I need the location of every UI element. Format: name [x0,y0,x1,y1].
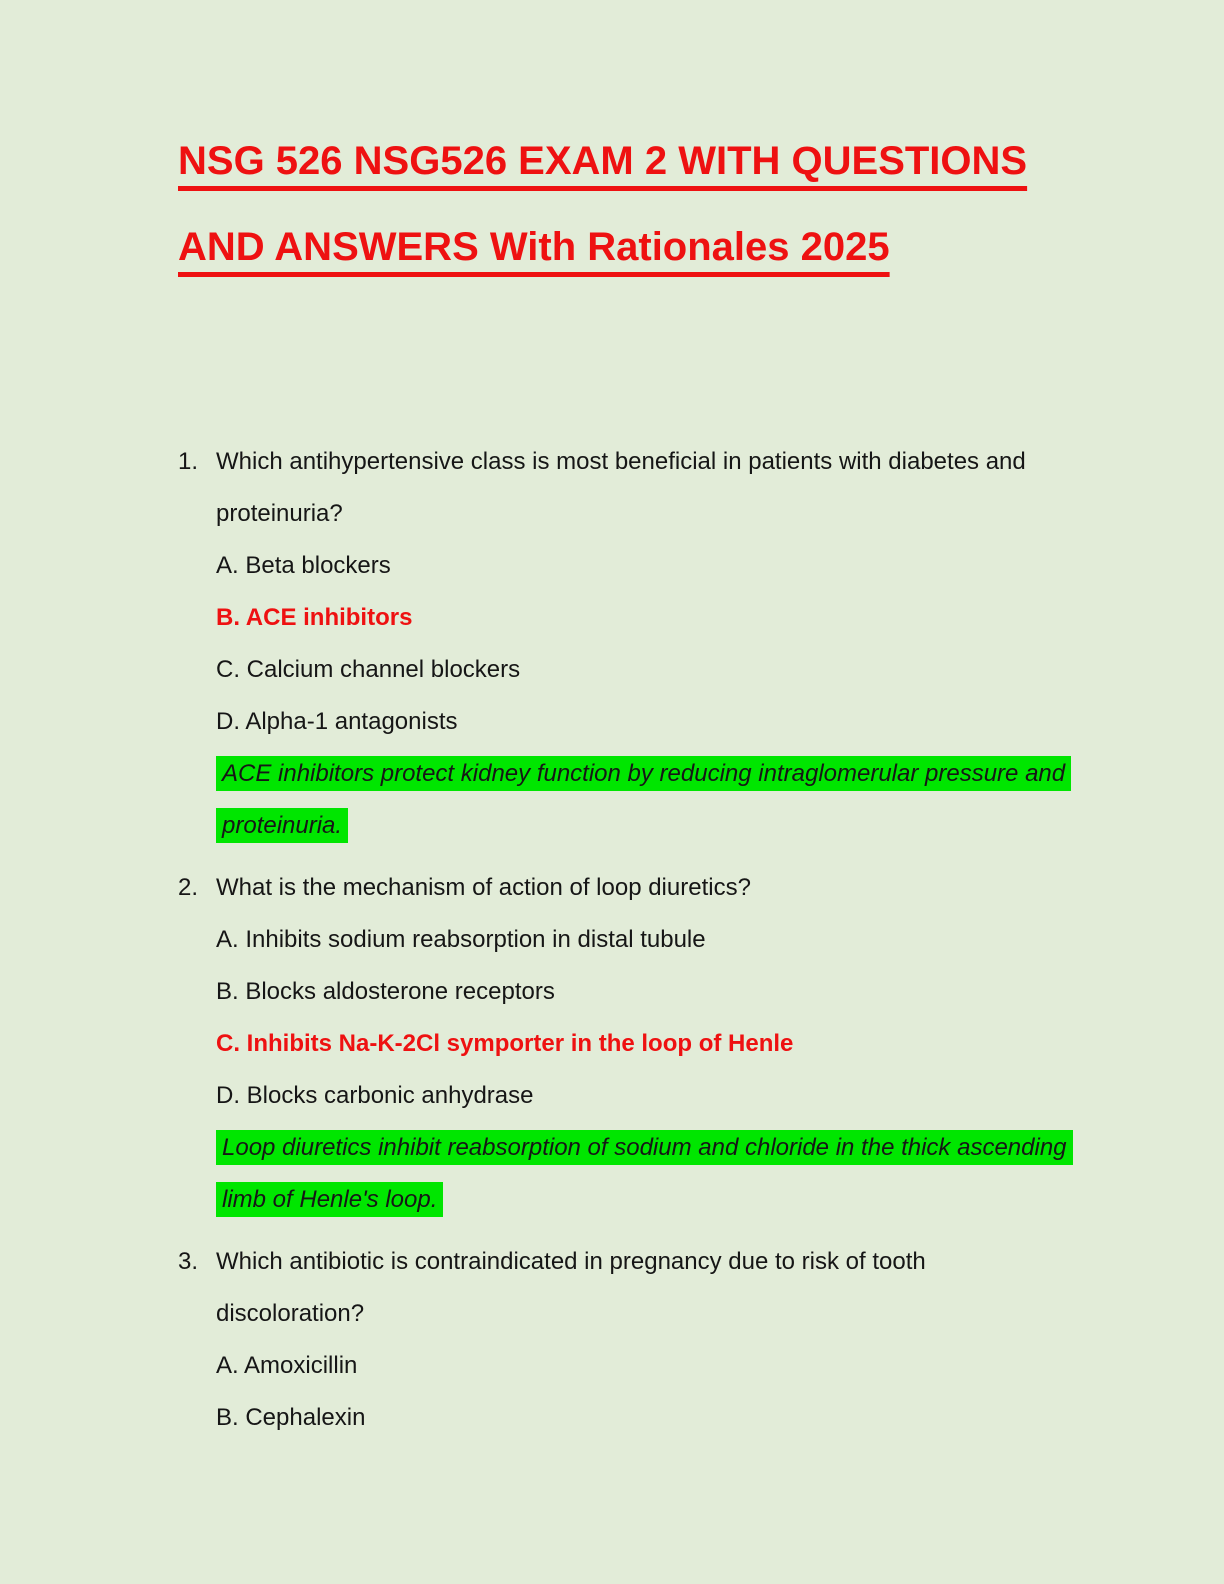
answer-option: B. Blocks aldosterone receptors [216,978,555,1005]
question-number: 2. [178,874,199,901]
answer-option: A. Inhibits sodium reabsorption in distal tubule [216,926,706,953]
question-number: 3. [178,1248,199,1275]
answer-option: D. Blocks carbonic anhydrase [216,1082,534,1109]
answer-option-correct: C. Inhibits Na-K-2Cl symporter in the loop of Henle [216,1030,794,1057]
rationale [216,1122,1078,1226]
answer-option: D. Alpha-1 antagonists [216,708,458,735]
question-text: Which antibiotic is contraindicated in pregnancy due to risk of tooth discoloration? [216,1248,926,1327]
answer-option-correct: B. ACE inhibitors [216,604,413,631]
answer-option: A. Amoxicillin [216,1352,358,1379]
question-block [178,862,1084,1226]
question-block [178,436,1084,852]
answer-options [216,1340,1078,1444]
rationale-text: Loop diuretics inhibit reabsorption of sodium and chloride in the thick ascending limb of Henle's loop. [216,1130,1073,1217]
answer-option: A. Beta blockers [216,552,391,579]
question-body [216,862,1078,1226]
question-body [216,436,1078,852]
question-row [178,862,1084,1226]
page-title: NSG 526 NSG526 EXAM 2 WITH QUESTIONS AND ANSWERS With Rationales 2025 [178,139,1028,269]
question-block [178,1236,1084,1444]
question-body [216,1236,1078,1444]
rationale [216,748,1078,852]
answer-option: B. Cephalexin [216,1404,366,1431]
answer-options [216,540,1078,748]
answer-options [216,914,1078,1122]
question-text: Which antihypertensive class is most beneficial in patients with diabetes and proteinuria? [216,448,1026,527]
question-list [178,436,1084,1444]
question-text: What is the mechanism of action of loop diuretics? [216,874,751,901]
question-number: 1. [178,448,199,475]
rationale-text: ACE inhibitors protect kidney function by reducing intraglomerular pressure and proteinuria. [216,756,1071,843]
question-row [178,1236,1084,1444]
question-row [178,436,1084,852]
answer-option: C. Calcium channel blockers [216,656,521,683]
